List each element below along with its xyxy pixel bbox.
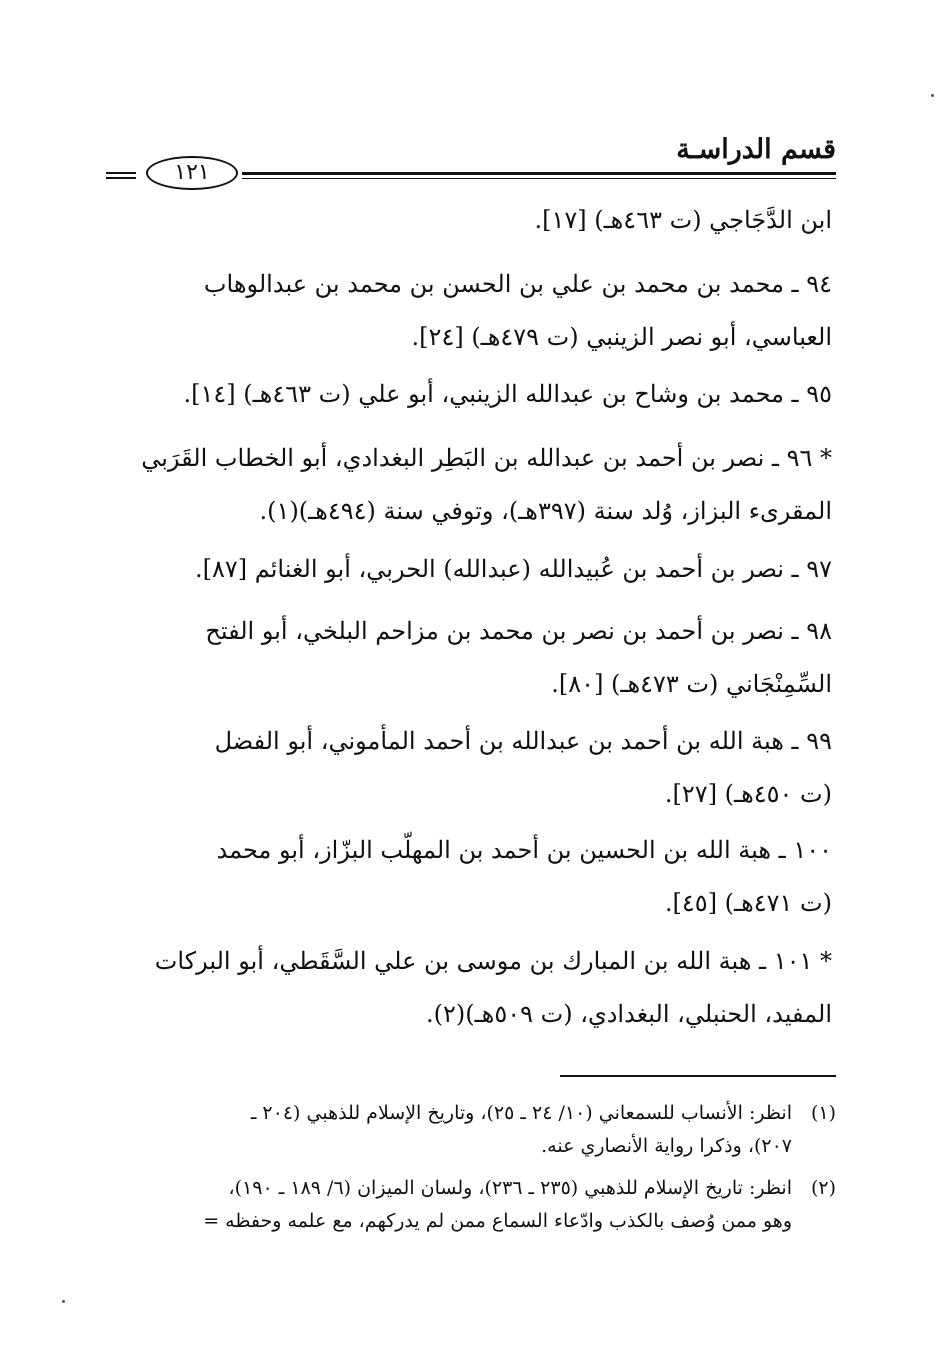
entry-item	[106, 715, 832, 821]
footnote-number: (١)	[810, 1102, 836, 1124]
footnote-line: انظر: الأنساب للسمعاني (١٠/ ٢٤ ـ ٢٥)، وتاريخ الإسلام للذهبي (٢٠٤ ـ	[250, 1102, 792, 1124]
entry-line: ٩٥ ـ محمد بن وشاح بن عبدالله الزينبي، أبو علي (ت ٤٦٣هـ) [١٤].	[183, 380, 832, 408]
entry-line: ابن الدَّجَاجي (ت ٤٦٣هـ) [١٧].	[534, 206, 832, 234]
entry-line: المفيد، الحنبلي، البغدادي، (ت ٥٠٩هـ)(٢).	[426, 1000, 832, 1028]
entry-item	[106, 194, 832, 247]
entry-line: * ١٠١ ـ هبة الله بن المبارك بن موسى بن علي السَّقَطي، أبو البركات	[154, 947, 832, 975]
entry-line: ٩٨ ـ نصر بن أحمد بن نصر بن محمد بن مزاحم البلخي، أبو الفتح	[205, 617, 832, 645]
section-title: قسم الدراسـة	[676, 134, 836, 165]
footnote-number: (٢)	[810, 1177, 836, 1199]
entry-item	[106, 368, 832, 421]
footnote-separator	[560, 1075, 836, 1077]
header-rule-thin	[242, 178, 836, 179]
footnote-line: ٢٠٧)، وذكرا رواية الأنصاري عنه.	[541, 1135, 792, 1157]
entry-line: المقرىء البزاز، وُلد سنة (٣٩٧هـ)، وتوفي سنة (٤٩٤هـ)(١).	[259, 497, 832, 525]
page-number: ١٢١	[146, 156, 238, 190]
entry-line: (ت ٤٧١هـ) [٤٥].	[664, 889, 832, 917]
entry-line: ١٠٠ ـ هبة الله بن الحسين بن أحمد بن المهلّب البزّاز، أبو محمد	[216, 836, 832, 864]
entry-line: العباسي، أبو نصر الزينبي (ت ٤٧٩هـ) [٢٤].	[411, 323, 832, 351]
entry-item	[106, 605, 832, 711]
footnote	[106, 1097, 836, 1163]
entry-line: * ٩٦ ـ نصر بن أحمد بن عبدالله بن البَطِر البغدادي، أبو الخطاب القَرَبي	[141, 444, 832, 472]
header-rule-thick	[242, 172, 836, 175]
footnote	[106, 1172, 836, 1238]
entry-item	[106, 935, 832, 1041]
entry-line: ٩٧ ـ نصر بن أحمد بن عُبيدالله (عبدالله) الحربي، أبو الغنائم [٨٧].	[194, 555, 832, 583]
footnote-line: انظر: تاريخ الإسلام للذهبي (٢٣٥ ـ ٢٣٦)، ولسان الميزان (٦/ ١٨٩ ـ ١٩٠)،	[228, 1177, 792, 1199]
entry-item	[106, 432, 832, 538]
header-rule-left	[106, 177, 136, 179]
scan-speck	[62, 1300, 65, 1303]
entry-line: السِّمِنْجَاني (ت ٤٧٣هـ) [٨٠].	[551, 670, 832, 698]
entry-line: ٩٩ ـ هبة الله بن أحمد بن عبدالله بن أحمد المأموني، أبو الفضل	[214, 727, 832, 755]
entry-item	[106, 824, 832, 930]
footnote-line: وهو ممن وُصف بالكذب وادّعاء السماع ممن لم يدركهم، مع علمه وحفظه =	[203, 1210, 792, 1232]
entry-item	[106, 258, 832, 364]
entry-line: ٩٤ ـ محمد بن محمد بن علي بن الحسن بن محمد بن عبدالوهاب	[203, 270, 832, 298]
entry-line: (ت ٤٥٠هـ) [٢٧].	[664, 780, 832, 808]
header-rule-left	[106, 172, 136, 174]
entry-item	[106, 543, 832, 596]
scan-speck	[931, 94, 934, 97]
